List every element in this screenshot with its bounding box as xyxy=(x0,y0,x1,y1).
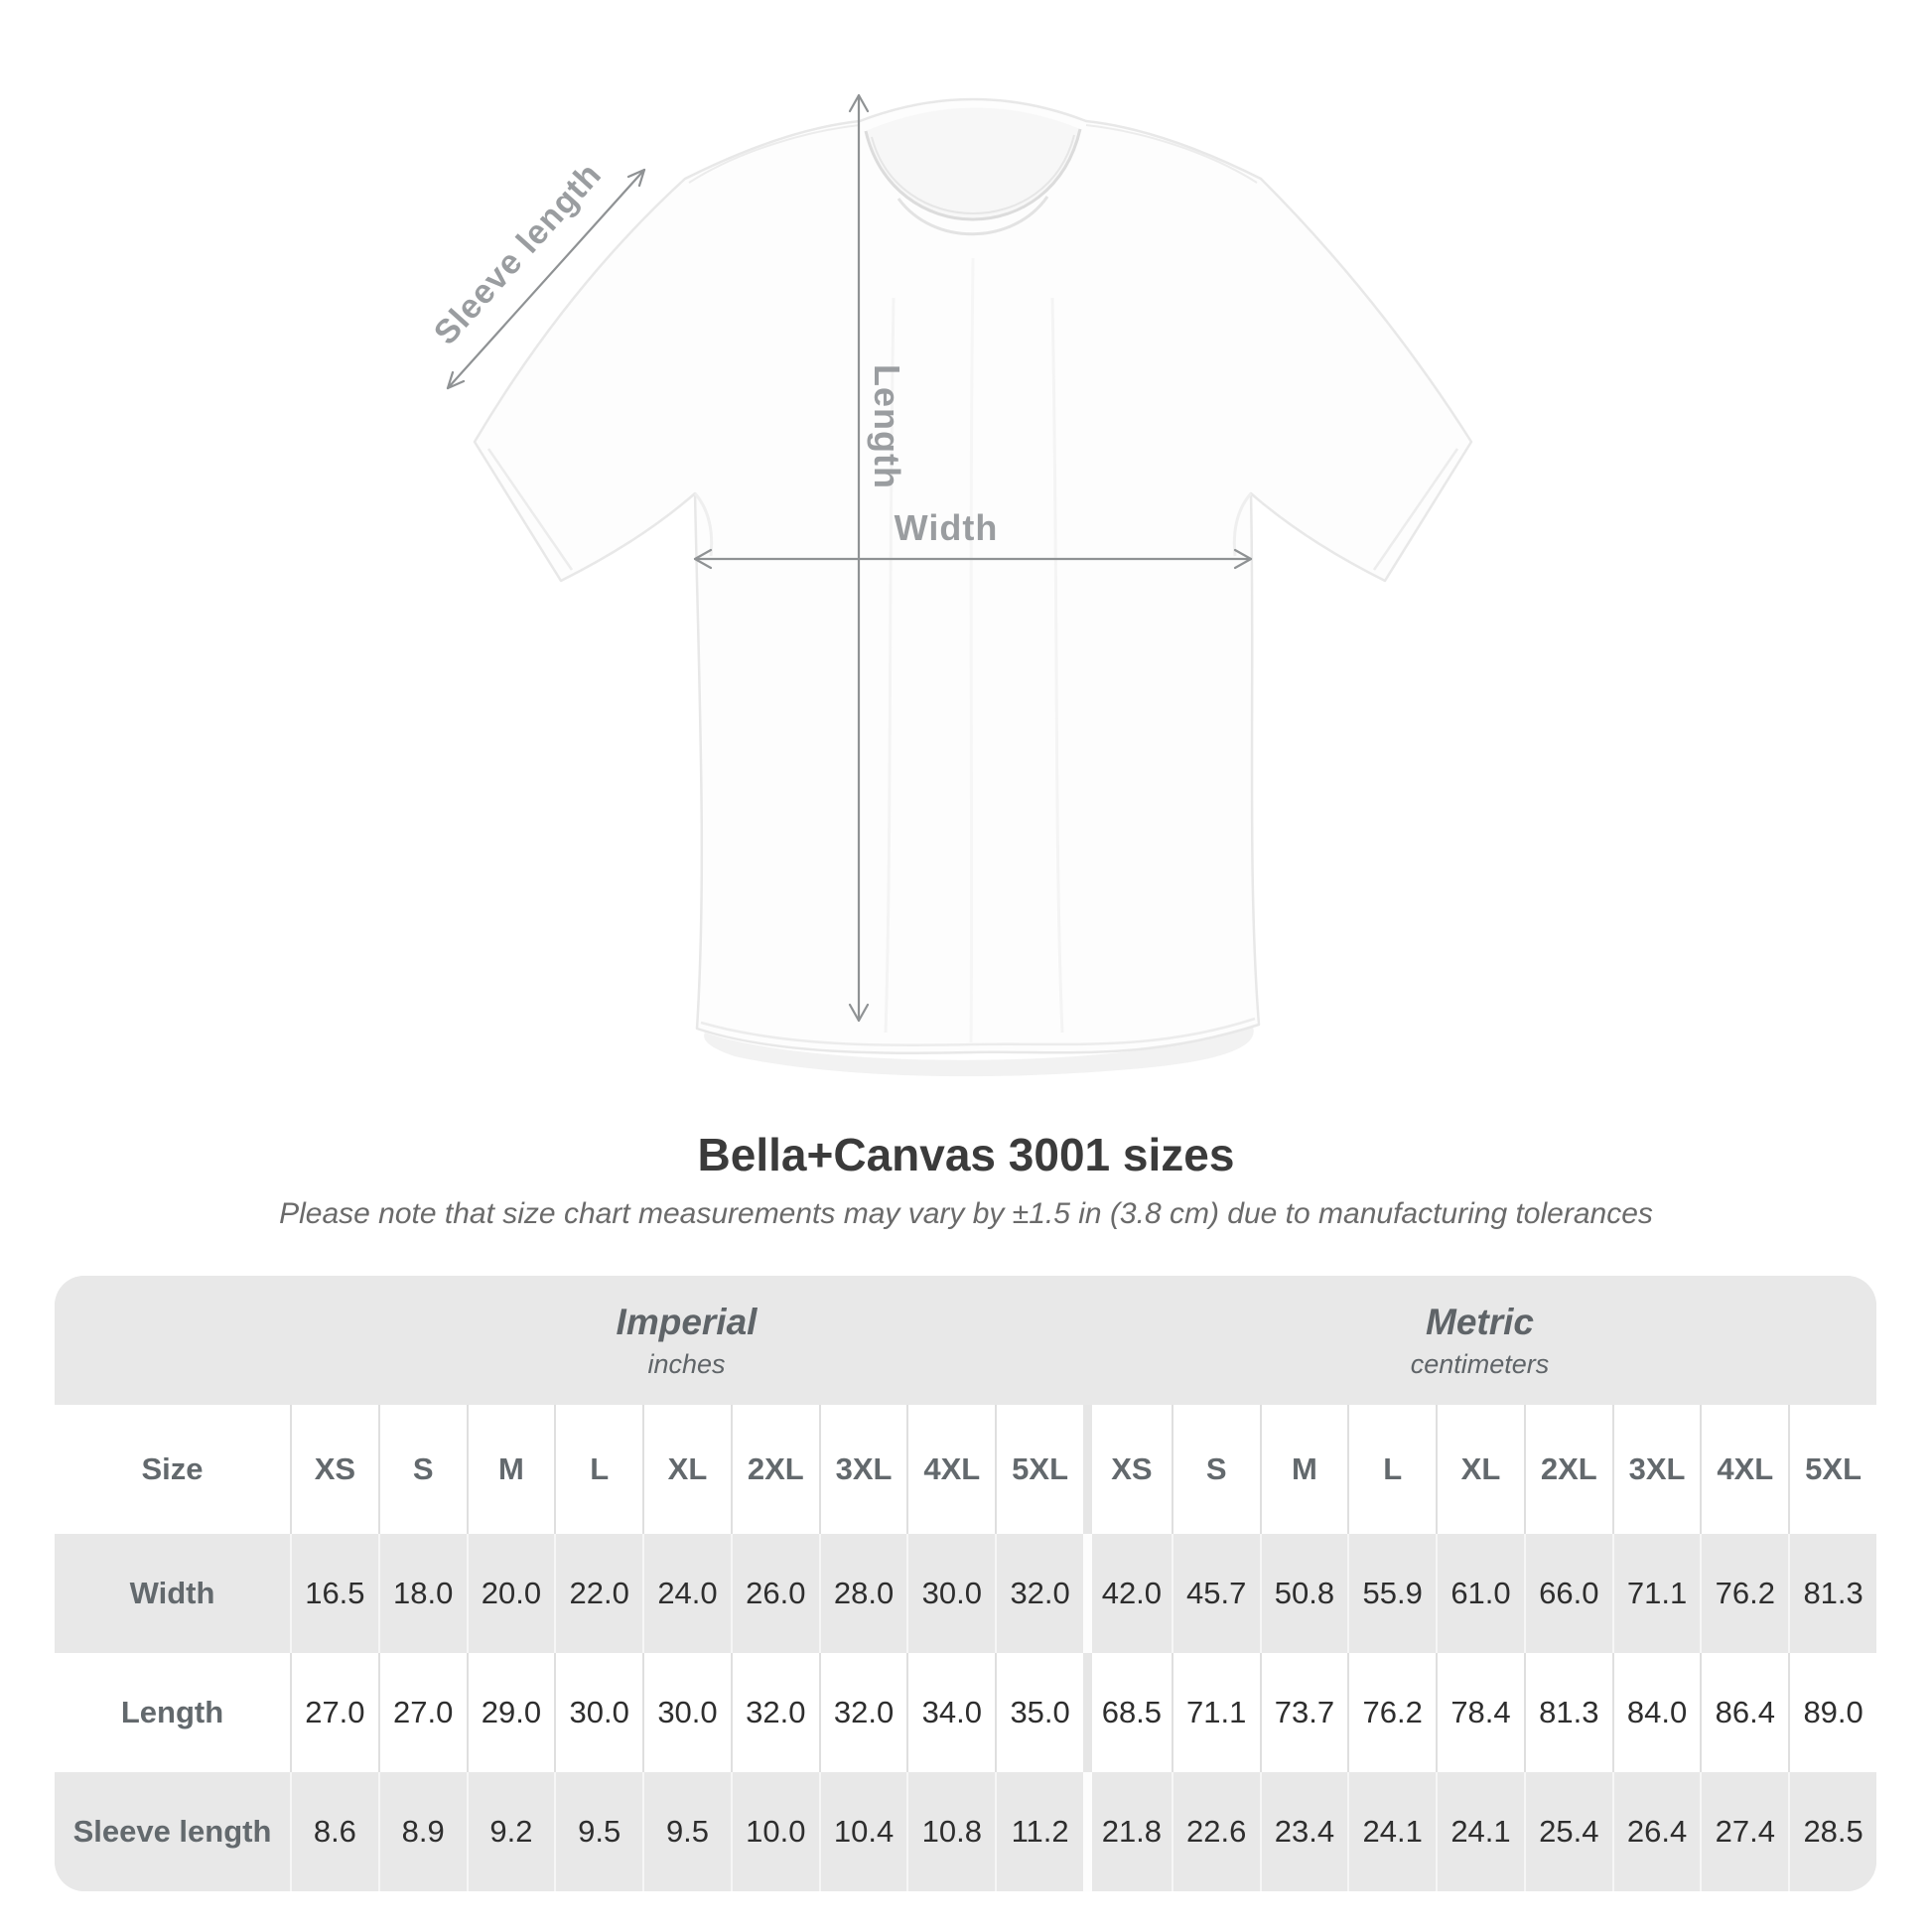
page-title: Bella+Canvas 3001 sizes xyxy=(697,1129,1235,1180)
value-cell: 24.1 xyxy=(1436,1772,1524,1891)
value-cell: 71.1 xyxy=(1172,1653,1260,1772)
value-cell: 68.5 xyxy=(1083,1653,1172,1772)
col-header: XL xyxy=(642,1405,731,1534)
value-cell: 66.0 xyxy=(1524,1534,1612,1653)
col-header: 2XL xyxy=(1524,1405,1612,1534)
col-header-size: Size xyxy=(141,1451,204,1486)
value-cell: 25.4 xyxy=(1524,1772,1612,1891)
value-cell: 86.4 xyxy=(1700,1653,1788,1772)
imperial-unit: inches xyxy=(647,1348,726,1379)
metric-label: Metric xyxy=(1426,1301,1534,1342)
table-row-width xyxy=(55,1534,1876,1653)
value-cell: 9.2 xyxy=(467,1772,555,1891)
size-header-row xyxy=(55,1405,1876,1534)
value-cell: 27.4 xyxy=(1700,1772,1788,1891)
value-cell: 9.5 xyxy=(642,1772,731,1891)
metric-unit-group xyxy=(1083,1276,1876,1405)
value-cell: 18.0 xyxy=(378,1534,467,1653)
value-cell: 81.3 xyxy=(1524,1653,1612,1772)
length-label: Length xyxy=(867,364,907,489)
value-cell: 32.0 xyxy=(819,1653,907,1772)
value-cell: 24.1 xyxy=(1347,1772,1436,1891)
value-cell: 76.2 xyxy=(1347,1653,1436,1772)
value-cell: 27.0 xyxy=(378,1653,467,1772)
value-cell: 78.4 xyxy=(1436,1653,1524,1772)
value-cell: 73.7 xyxy=(1260,1653,1348,1772)
value-cell: 26.4 xyxy=(1612,1772,1701,1891)
value-cell: 76.2 xyxy=(1700,1534,1788,1653)
value-cell: 10.0 xyxy=(731,1772,819,1891)
col-header: 3XL xyxy=(819,1405,907,1534)
col-header: L xyxy=(554,1405,642,1534)
unit-band-row xyxy=(55,1276,1876,1405)
value-cell: 42.0 xyxy=(1083,1534,1172,1653)
value-cell: 81.3 xyxy=(1788,1534,1876,1653)
sleeve-length-label: Sleeve length xyxy=(426,155,610,352)
value-cell: 30.0 xyxy=(906,1534,995,1653)
value-cell: 29.0 xyxy=(467,1653,555,1772)
value-cell: 35.0 xyxy=(995,1653,1083,1772)
value-cell: 84.0 xyxy=(1612,1653,1701,1772)
value-cell: 20.0 xyxy=(467,1534,555,1653)
col-header: M xyxy=(467,1405,555,1534)
col-header: M xyxy=(1260,1405,1348,1534)
value-cell: 10.8 xyxy=(906,1772,995,1891)
col-header: 3XL xyxy=(1612,1405,1701,1534)
value-cell: 22.6 xyxy=(1172,1772,1260,1891)
col-header: 5XL xyxy=(995,1405,1083,1534)
value-cell: 16.5 xyxy=(290,1534,378,1653)
imperial-label: Imperial xyxy=(616,1301,758,1342)
value-cell: 8.9 xyxy=(378,1772,467,1891)
value-cell: 71.1 xyxy=(1612,1534,1701,1653)
value-cell: 28.0 xyxy=(819,1534,907,1653)
row-label-length: Length xyxy=(120,1695,224,1729)
col-header: 2XL xyxy=(731,1405,819,1534)
col-header: 5XL xyxy=(1788,1405,1876,1534)
value-cell: 30.0 xyxy=(554,1653,642,1772)
value-cell: 45.7 xyxy=(1172,1534,1260,1653)
imperial-unit-group xyxy=(290,1276,1083,1405)
value-cell: 61.0 xyxy=(1436,1534,1524,1653)
value-cell: 34.0 xyxy=(906,1653,995,1772)
unit-band-spacer xyxy=(55,1276,290,1405)
width-label: Width xyxy=(894,507,999,548)
value-cell: 55.9 xyxy=(1347,1534,1436,1653)
col-header: L xyxy=(1347,1405,1436,1534)
value-cell: 11.2 xyxy=(995,1772,1083,1891)
col-header: 4XL xyxy=(1700,1405,1788,1534)
tolerance-note: Please note that size chart measurements may vary by ±1.5 in (3.8 cm) due to manufacturing tolerances xyxy=(279,1197,1653,1230)
value-cell: 8.6 xyxy=(290,1772,378,1891)
row-label-width: Width xyxy=(129,1576,215,1610)
value-cell: 23.4 xyxy=(1260,1772,1348,1891)
col-header: S xyxy=(378,1405,467,1534)
value-cell: 10.4 xyxy=(819,1772,907,1891)
value-cell: 50.8 xyxy=(1260,1534,1348,1653)
value-cell: 32.0 xyxy=(731,1653,819,1772)
value-cell: 26.0 xyxy=(731,1534,819,1653)
col-header: XL xyxy=(1436,1405,1524,1534)
value-cell: 89.0 xyxy=(1788,1653,1876,1772)
row-label-sleeve-length: Sleeve length xyxy=(72,1814,272,1849)
metric-unit: centimeters xyxy=(1410,1348,1550,1379)
table-row-length xyxy=(55,1653,1876,1772)
col-header: XS xyxy=(290,1405,378,1534)
value-cell: 9.5 xyxy=(554,1772,642,1891)
col-header: XS xyxy=(1083,1405,1172,1534)
crease-3 xyxy=(971,258,973,1042)
value-cell: 30.0 xyxy=(642,1653,731,1772)
value-cell: 28.5 xyxy=(1788,1772,1876,1891)
value-cell: 24.0 xyxy=(642,1534,731,1653)
size-table xyxy=(55,1276,1876,1891)
value-cell: 32.0 xyxy=(995,1534,1083,1653)
col-header: 4XL xyxy=(906,1405,995,1534)
value-cell: 22.0 xyxy=(554,1534,642,1653)
col-header: S xyxy=(1172,1405,1260,1534)
table-row-sleeve-length xyxy=(55,1772,1876,1891)
value-cell: 27.0 xyxy=(290,1653,378,1772)
value-cell: 21.8 xyxy=(1083,1772,1172,1891)
